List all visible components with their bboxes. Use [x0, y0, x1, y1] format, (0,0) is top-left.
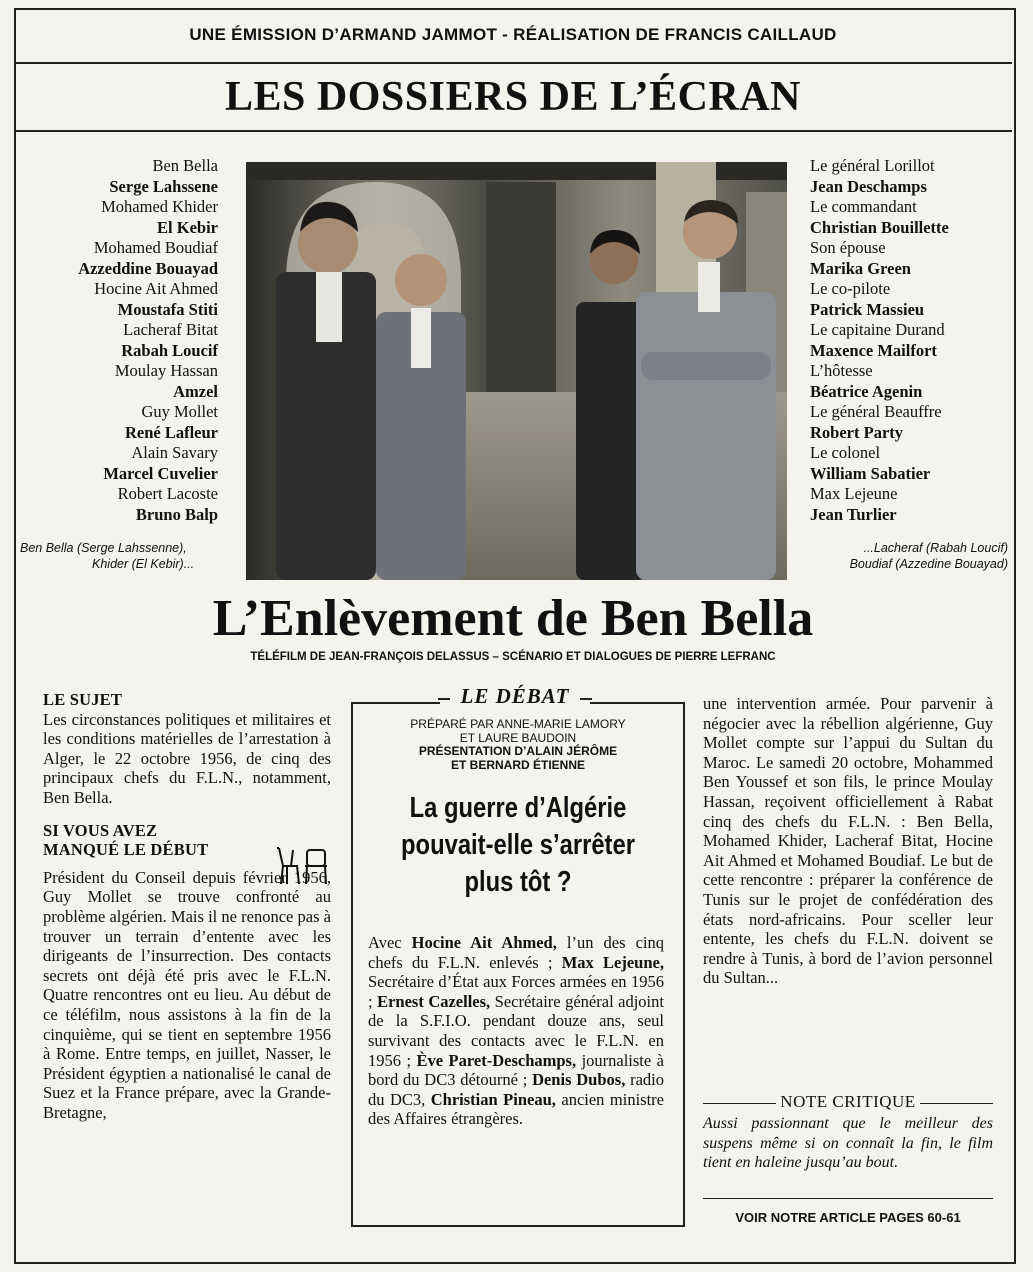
guest-seg: ancien ministre des Affaires étrangères. — [368, 1089, 664, 1129]
pres-line-2: ET BERNARD ÉTIENNE — [450, 757, 585, 772]
top-banner — [14, 8, 1012, 64]
column-left — [43, 690, 331, 1122]
cast-line: Mohamed Boudiaf — [93, 238, 218, 257]
cast-line: Maxence Mailfort — [810, 340, 937, 360]
cast-line: Moustafa Stiti — [117, 299, 218, 319]
sujet-heading: LE SUJET — [43, 690, 123, 709]
header-title-text: LES DOSSIERS DE L’ÉCRAN — [225, 74, 801, 120]
cast-line: Hocine Ait Ahmed — [94, 279, 218, 298]
guest-seg: Secrétaire d’État aux Forces armées en 1956 ; — [368, 972, 664, 1011]
cast-line: William Sabatier — [810, 463, 931, 483]
header-title — [14, 64, 1012, 132]
cast-line: Jean Turlier — [810, 504, 897, 524]
debate-guests — [368, 933, 664, 1129]
cast-line: Marcel Cuvelier — [103, 463, 218, 483]
note-critique-heading — [703, 1092, 993, 1112]
cast-line: Le général Lorillot — [810, 156, 935, 175]
chairs-icon — [273, 844, 331, 886]
question-line-3: plus tôt ? — [464, 866, 572, 898]
cast-line: Le co-pilote — [810, 279, 891, 298]
cast-line: L’hôtesse — [810, 361, 873, 380]
continued-text: une intervention armée. Pour parvenir à négocier avec la rébellion algérienne, Guy Mollet compte sur l’appui du Sultan du Maroc. Le samedi 20 octobre, Mohammed Ben Youssef et son fils, le prince Moulay Hassan, reçoivent officiellement à Rabat cinq des chefs du F.L.N. : Ben Bella, Mohamed Khider, Lacheraf Bitat, Hocine Ait Ahmed et Mohamed Boudiaf. Le but de cette rencontre : préparer la conférence de Tunis sur le projet de confédération des états nord-africains. Pour sceller leur entente, les chefs du F.L.N. doivent se rendre à Tunis, à bord de l’avion personnel du Sultan... — [703, 694, 993, 988]
debate-question — [381, 790, 655, 901]
sujet-text: Les circonstances politiques et militaires et les conditions matérielles de l’arrestation à Alger, le 22 octobre 1956, de cinq des principaux chefs du F.L.N., notamment, Ben Bella. — [43, 709, 331, 807]
note-divider — [703, 1198, 993, 1199]
cast-line: Mohamed Khider — [101, 197, 218, 216]
guest-seg: journaliste à bord du DC3 détourné ; — [368, 1050, 665, 1090]
guest-seg: l’un des cinq chefs du F.L.N. enlevés ; — [368, 933, 664, 972]
cast-line: Le capitaine Durand — [810, 320, 945, 339]
cast-line: Le général Beauffre — [810, 402, 942, 421]
debate-label: LE DÉBAT — [440, 684, 590, 712]
cast-line: Patrick Massieu — [810, 299, 925, 319]
group-photo — [246, 162, 787, 580]
pres-line-1: PRÉSENTATION D’ALAIN JÉRÔME — [418, 744, 618, 758]
cast-list-right — [810, 156, 1010, 525]
manque-heading-line-2: MANQUÉ LE DÉBUT — [43, 840, 209, 860]
banner-text: UNE ÉMISSION D’ARMAND JAMMOT - RÉALISATION DE FRANCIS CAILLAUD — [189, 25, 837, 44]
guest-name: Denis Dubos, — [532, 1070, 626, 1090]
cast-line: Marika Green — [810, 258, 911, 278]
question-line-2: pouvait-elle s’arrêter — [401, 829, 635, 861]
guest-seg: Avec — [368, 933, 412, 952]
cast-line: Moulay Hassan — [114, 361, 218, 380]
manque-heading-line-1: SI VOUS AVEZ — [43, 820, 158, 840]
cast-line: Azzeddine Bouayad — [78, 258, 218, 278]
film-title: L’Enlèvement de Ben Bella — [212, 590, 814, 647]
cast-line: Son épouse — [810, 238, 886, 257]
cast-line: El Kebir — [157, 217, 218, 237]
cast-line: René Lafleur — [124, 422, 218, 442]
photo-illustration — [246, 162, 787, 580]
cast-line: Le commandant — [810, 197, 917, 216]
prep-line-2: ET LAURE BAUDOIN — [459, 730, 577, 745]
cast-line: Béatrice Agenin — [810, 381, 923, 401]
cast-line: Christian Bouillette — [810, 217, 949, 237]
caption-left-line-1: Ben Bella (Serge Lahssenne), — [20, 541, 187, 555]
note-critique-text: Aussi passionnant que le meilleur des suspens même si on connaît la fin, le film tient en haleine jusqu’au bout. — [703, 1115, 993, 1171]
cast-line: Robert Party — [810, 422, 904, 442]
question-line-1: La guerre d’Algérie — [409, 792, 627, 824]
cast-line: Ben Bella — [152, 156, 218, 175]
guest-seg: Secrétaire général adjoint de la S.F.I.O. pendant douze ans, seul survivant des contacts avec le F.L.N. en 1956 ; — [368, 991, 664, 1070]
guest-name: Christian Pineau, — [430, 1089, 556, 1109]
cast-list-left — [20, 156, 218, 525]
film-credits: TÉLÉFILM DE JEAN-FRANÇOIS DELASSUS – SCÉNARIO ET DIALOGUES DE PIERRE LEFRANC — [250, 651, 776, 663]
cast-line: Robert Lacoste — [117, 484, 218, 503]
guest-seg: radio du DC3, — [368, 1070, 664, 1109]
cast-line: Serge Lahssene — [109, 176, 218, 196]
prep-line-1: PRÉPARÉ PAR ANNE-MARIE LAMORY — [410, 717, 626, 731]
see-article: VOIR NOTRE ARTICLE PAGES 60-61 — [735, 1210, 961, 1225]
guest-name: Ernest Cazelles, — [377, 991, 491, 1011]
cast-line: Lacheraf Bitat — [123, 320, 218, 339]
manque-text: Président du Conseil depuis février 1956, Guy Mollet se trouve confronté au problème algérien. Mais il ne renonce pas à trouver un terrain d’entente avec les dirigeants de l’insurrection. Des contacts secrets ont déjà été pris avec le F.L.N. Quatre rencontres ont eu lieu. Au début de ce téléfilm, nous assistons à la fin de la cinquième, qui se tient en septembre 1956 à Rome. Entre temps, en juillet, Nasser, le Président égyptien a nationalisé le canal de Suez et la France prépare, avec la Grande-Bretagne, — [43, 867, 331, 1122]
caption-right-line-2: Boudiaf (Azzedine Bouayad) — [849, 557, 1008, 571]
photo-caption-left — [20, 540, 260, 572]
cast-line: Alain Savary — [131, 443, 218, 462]
cast-line: Rabah Loucif — [121, 340, 218, 360]
cast-line: Guy Mollet — [141, 402, 218, 421]
debate-credits — [351, 718, 685, 772]
note-heading-text: NOTE CRITIQUE — [776, 1092, 919, 1111]
cast-line: Jean Deschamps — [810, 176, 927, 196]
cast-line: Amzel — [173, 381, 218, 401]
cast-line: Max Lejeune — [810, 484, 898, 503]
caption-left-line-2: Khider (El Kebir)... — [92, 557, 195, 571]
cast-line: Le colonel — [810, 443, 881, 462]
guest-name: Max Lejeune, — [561, 952, 664, 972]
guest-name: Hocine Ait Ahmed, — [411, 933, 557, 952]
cast-line: Bruno Balp — [135, 504, 218, 524]
column-right — [703, 694, 993, 988]
photo-caption-right — [800, 540, 1008, 572]
guest-name: Ève Paret-Deschamps, — [416, 1050, 577, 1070]
caption-right-line-1: ...Lacheraf (Rabah Loucif) — [863, 541, 1008, 555]
